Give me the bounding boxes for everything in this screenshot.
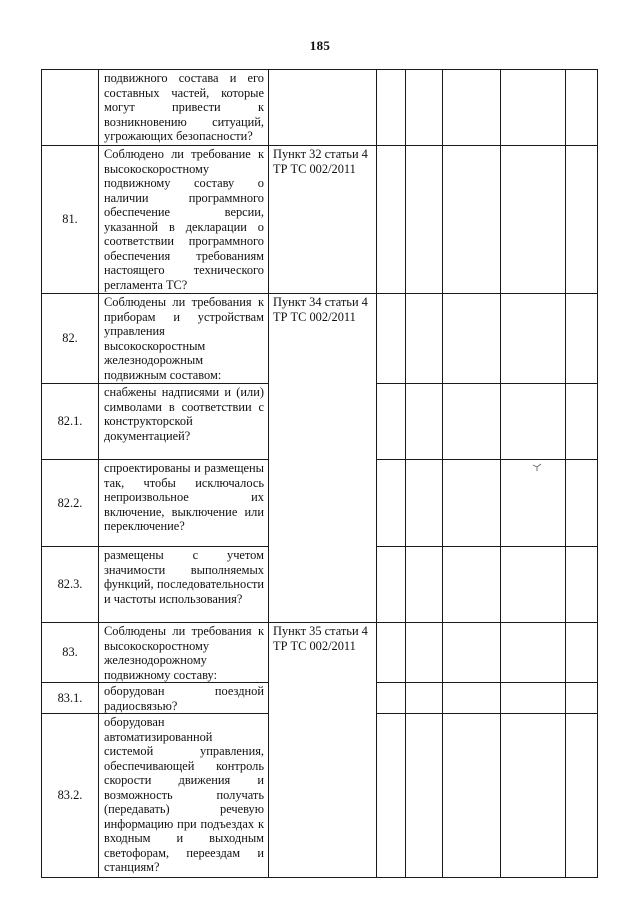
answer-cell <box>566 384 598 460</box>
answer-cell <box>501 714 566 878</box>
answer-cell <box>443 623 501 683</box>
answer-cell <box>406 623 443 683</box>
answer-cell <box>406 714 443 878</box>
question-text: подвижного состава и его составных частей, которые могут привести к возникновению ситуаций, угрожающих безопасности? <box>99 70 269 146</box>
item-number: 82.3. <box>42 547 99 623</box>
answer-cell <box>406 683 443 714</box>
reference-cell <box>269 70 377 146</box>
answer-cell <box>406 146 443 294</box>
scan-mark-icon <box>532 462 542 472</box>
item-number <box>42 70 99 146</box>
question-text: оборудован поездной радиосвязью? <box>99 683 269 714</box>
item-number: 82.1. <box>42 384 99 460</box>
question-text: оборудован автоматизированной системой управления, обеспечивающей контроль скорости движения и возможность получать (передавать) речевую информацию при подъездах к входным и выходным светофорам, переездам и станциям? <box>99 714 269 878</box>
answer-cell <box>406 70 443 146</box>
answer-cell <box>377 547 406 623</box>
item-number: 83.1. <box>42 683 99 714</box>
answer-cell <box>501 70 566 146</box>
table-row <box>42 146 598 294</box>
table-row <box>42 623 598 683</box>
answer-cell <box>501 460 566 547</box>
answer-cell <box>501 547 566 623</box>
answer-cell <box>443 146 501 294</box>
answer-cell <box>377 70 406 146</box>
question-text: снабжены надписями и (или) символами в соответствии с конструкторской документацией? <box>99 384 269 460</box>
question-text: Соблюдены ли требования к высокоскоростному железнодорожному подвижному составу: <box>99 623 269 683</box>
table-row <box>42 70 598 146</box>
answer-cell <box>443 460 501 547</box>
answer-cell <box>406 460 443 547</box>
answer-cell <box>501 294 566 384</box>
answer-cell <box>443 294 501 384</box>
question-text: размещены с учетом значимости выполняемых функций, последовательности и частоты использования? <box>99 547 269 623</box>
answer-cell <box>501 146 566 294</box>
answer-cell <box>566 623 598 683</box>
answer-cell <box>566 294 598 384</box>
answer-cell <box>406 384 443 460</box>
item-number: 82. <box>42 294 99 384</box>
answer-cell <box>377 683 406 714</box>
answer-cell <box>566 146 598 294</box>
answer-cell <box>443 70 501 146</box>
checklist-table <box>41 69 598 878</box>
item-number: 83.2. <box>42 714 99 878</box>
answer-cell <box>377 714 406 878</box>
answer-cell <box>501 683 566 714</box>
answer-cell <box>406 547 443 623</box>
reference-cell: Пункт 35 статьи 4 ТР ТС 002/2011 <box>269 623 377 878</box>
reference-cell: Пункт 32 статьи 4 ТР ТС 002/2011 <box>269 146 377 294</box>
answer-cell <box>377 384 406 460</box>
answer-cell <box>377 623 406 683</box>
answer-cell <box>566 70 598 146</box>
answer-cell <box>377 460 406 547</box>
answer-cell <box>566 547 598 623</box>
question-text: Соблюдено ли требование к высокоскоростному подвижному составу о наличии программного обеспечение версии, указанной в декларации о соответствии программного обеспечения требованиям настоящего технического регламента ТС? <box>99 146 269 294</box>
answer-cell <box>443 384 501 460</box>
answer-cell <box>501 623 566 683</box>
answer-cell <box>443 683 501 714</box>
answer-cell <box>443 714 501 878</box>
answer-cell <box>377 294 406 384</box>
question-text: спроектированы и размещены так, чтобы исключалось непроизвольное их включение, выключение или переключение? <box>99 460 269 547</box>
item-number: 83. <box>42 623 99 683</box>
answer-cell <box>566 714 598 878</box>
answer-cell <box>443 547 501 623</box>
answer-cell <box>501 384 566 460</box>
answer-cell <box>377 146 406 294</box>
item-number: 81. <box>42 146 99 294</box>
page-number: 185 <box>309 38 331 53</box>
answer-cell <box>566 683 598 714</box>
answer-cell <box>566 460 598 547</box>
question-text: Соблюдены ли требования к приборам и устройствам управления высокоскоростным железнодорожным подвижным составом: <box>99 294 269 384</box>
table-row <box>42 294 598 384</box>
item-number: 82.2. <box>42 460 99 547</box>
reference-cell: Пункт 34 статьи 4 ТР ТС 002/2011 <box>269 294 377 623</box>
answer-cell <box>406 294 443 384</box>
